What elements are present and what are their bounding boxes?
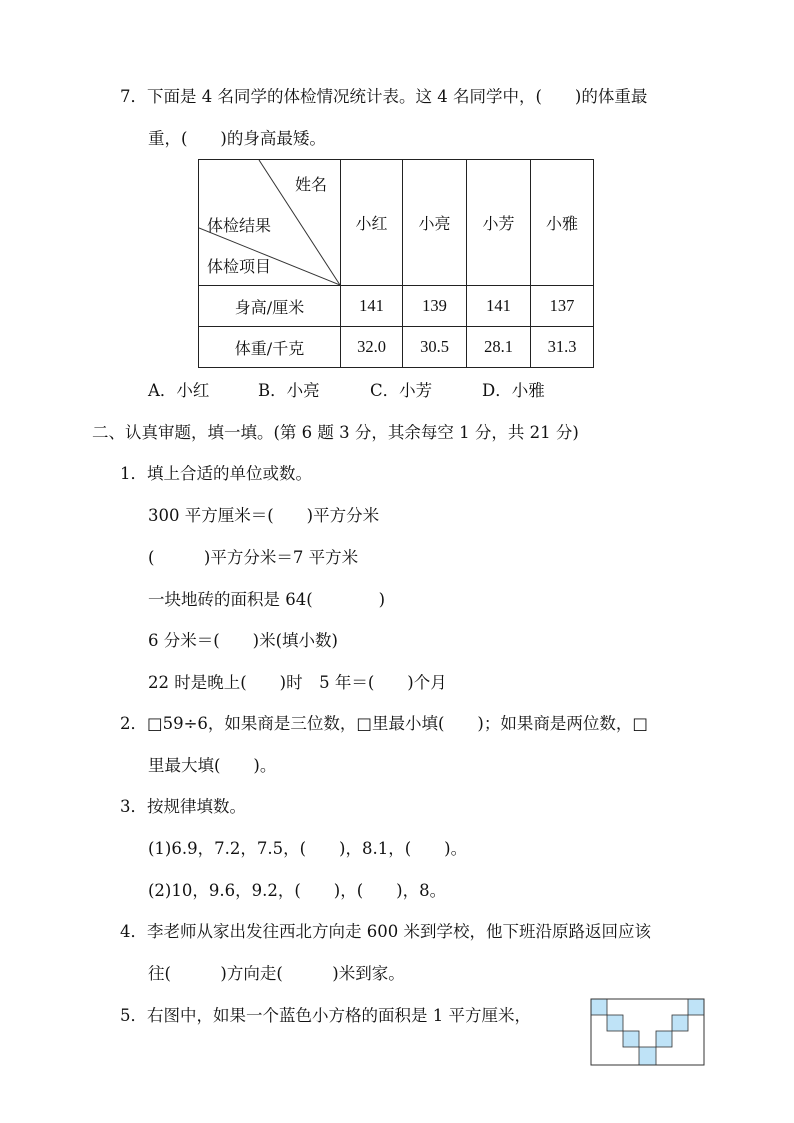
- diagonal-header-cell: [199, 160, 341, 286]
- table-row: [199, 327, 594, 368]
- name-cell: 小芳: [467, 160, 531, 286]
- q1-line: 22 时是晚上( )时 5 年＝( )个月: [148, 673, 447, 692]
- value-cell: 32.0: [341, 327, 403, 368]
- blue-square: [656, 1031, 672, 1047]
- name-cell: 小亮: [403, 160, 467, 286]
- q3-line2: (2)10，9.6，9.2，( )，( )，8。: [148, 881, 447, 900]
- option-d: D．小雅: [482, 381, 545, 400]
- blue-square: [639, 1047, 656, 1065]
- q7-line2: 重，( )的身高最矮。: [148, 129, 326, 148]
- option-b: B．小亮: [258, 381, 320, 400]
- option-a: A．小红: [148, 381, 210, 400]
- health-check-table: [198, 159, 594, 368]
- name-cell: 小红: [341, 160, 403, 286]
- value-cell: 31.3: [531, 327, 594, 368]
- name-cell: 小雅: [531, 160, 594, 286]
- q3-line1: (1)6.9，7.2，7.5，( )，8.1，( )。: [148, 839, 468, 858]
- q3-title: 3．按规律填数。: [120, 797, 246, 816]
- q4-line2: 往( )方向走( )米到家。: [148, 964, 405, 983]
- square-grid-figure: [590, 998, 706, 1066]
- q1-line: 6 分米＝( )米(填小数): [148, 631, 338, 650]
- value-cell: 28.1: [467, 327, 531, 368]
- section-2-title: 二、认真审题，填一填。(第 6 题 3 分，其余每空 1 分，共 21 分): [92, 423, 579, 442]
- q4-line1: 4．李老师从家出发往西北方向走 600 米到学校，他下班沿原路返回应该: [120, 922, 651, 941]
- row-label: 身高/厘米: [199, 286, 341, 327]
- value-cell: 30.5: [403, 327, 467, 368]
- q7-line1: 7．下面是 4 名同学的体检情况统计表。这 4 名同学中，( )的体重最: [120, 87, 648, 106]
- option-c: C．小芳: [370, 381, 433, 400]
- q1-line: ( )平方分米＝7 平方米: [148, 548, 359, 567]
- value-cell: 141: [467, 286, 531, 327]
- header-result: 体检结果: [207, 216, 272, 235]
- q1-line: 300 平方厘米＝( )平方分米: [148, 506, 380, 525]
- blue-square: [672, 1015, 688, 1031]
- blue-square: [623, 1031, 639, 1047]
- q1-line: 一块地砖的面积是 64( ): [148, 590, 386, 609]
- blue-square: [607, 1015, 623, 1031]
- q2-line2: 里最大填( )。: [148, 756, 277, 775]
- blue-square: [591, 999, 607, 1015]
- header-name: 姓名: [295, 175, 328, 194]
- header-item: 体检项目: [207, 257, 272, 276]
- value-cell: 139: [403, 286, 467, 327]
- q1-title: 1．填上合适的单位或数。: [120, 464, 312, 483]
- blue-square: [688, 999, 704, 1015]
- row-label: 体重/千克: [199, 327, 341, 368]
- table-row: [199, 286, 594, 327]
- q2-line1: 2．□59÷6，如果商是三位数，□里最小填( )；如果商是两位数，□: [120, 714, 648, 733]
- q5-line1: 5．右图中，如果一个蓝色小方格的面积是 1 平方厘米，: [120, 1006, 531, 1025]
- value-cell: 141: [341, 286, 403, 327]
- value-cell: 137: [531, 286, 594, 327]
